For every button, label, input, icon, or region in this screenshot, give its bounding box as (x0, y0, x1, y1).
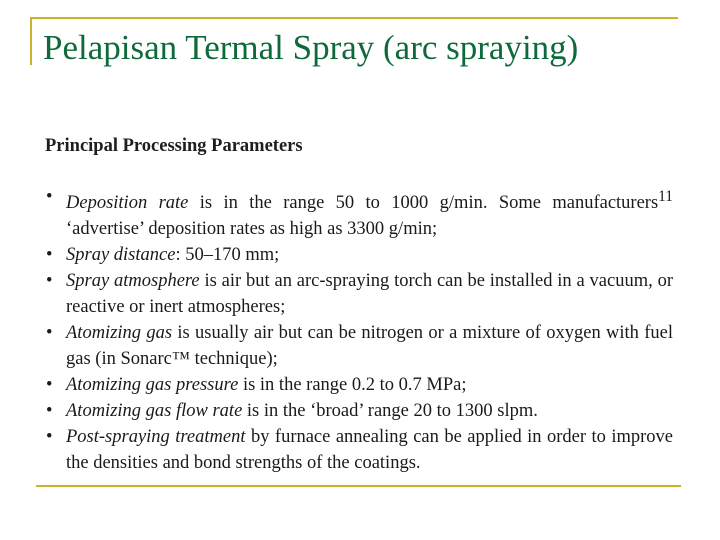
parameter-term: Spray distance (66, 245, 176, 266)
bullet-icon: • (46, 245, 53, 266)
bullet-icon: • (46, 271, 53, 292)
bullet-icon: • (46, 401, 53, 422)
parameter-list (45, 184, 673, 476)
parameter-item-spray-atmosphere (45, 268, 673, 320)
parameter-text-continued: ‘advertise’ deposition rates as high as 3300 g/min; (66, 219, 438, 240)
parameter-text: : 50–170 mm; (175, 245, 280, 266)
parameter-item-deposition-rate (45, 184, 673, 242)
section-heading: Principal Processing Parameters (45, 136, 303, 156)
parameter-text: is in the range 0.2 to 0.7 MPa; (238, 375, 467, 396)
parameter-item-atomizing-gas-flow-rate (45, 398, 673, 424)
parameter-item-spray-distance (45, 242, 673, 268)
parameter-text: by furnace annealing can be applied in order to improve the densities and bond strengths of the coatings. (66, 427, 674, 474)
parameter-item-atomizing-gas (45, 320, 673, 372)
parameter-term: Deposition rate (66, 193, 189, 214)
parameter-term: Spray atmosphere (66, 271, 200, 292)
bullet-icon: • (46, 323, 53, 344)
bullet-icon: • (46, 375, 53, 396)
parameter-term: Post-spraying treatment (66, 427, 246, 448)
frame-top-line (30, 17, 678, 19)
parameter-term: Atomizing gas pressure (66, 375, 239, 396)
parameter-text: is air but an arc-spraying torch can be installed in a vacuum, or reactive or inert atmospheres; (66, 271, 673, 318)
parameter-text: is in the range 50 to 1000 g/min. Some manufacturers (188, 193, 659, 214)
parameter-text: is in the ‘broad’ range 20 to 1300 slpm. (242, 401, 538, 422)
parameter-item-post-spraying-treatment (45, 424, 673, 476)
frame-left-line (30, 17, 32, 65)
footnote-reference: 11 (658, 188, 673, 205)
parameter-text: is usually air but can be nitrogen or a mixture of oxygen with fuel gas (in Sonarc™ technique); (66, 323, 674, 370)
bullet-icon: • (46, 187, 53, 207)
frame-bottom-line (36, 485, 681, 487)
parameter-item-atomizing-gas-pressure (45, 372, 673, 398)
parameter-term: Atomizing gas (66, 323, 173, 344)
slide-title: Pelapisan Termal Spray (arc spraying) (43, 28, 579, 67)
parameter-term: Atomizing gas flow rate (66, 401, 243, 422)
bullet-icon: • (46, 427, 53, 448)
slide-content (45, 134, 673, 476)
